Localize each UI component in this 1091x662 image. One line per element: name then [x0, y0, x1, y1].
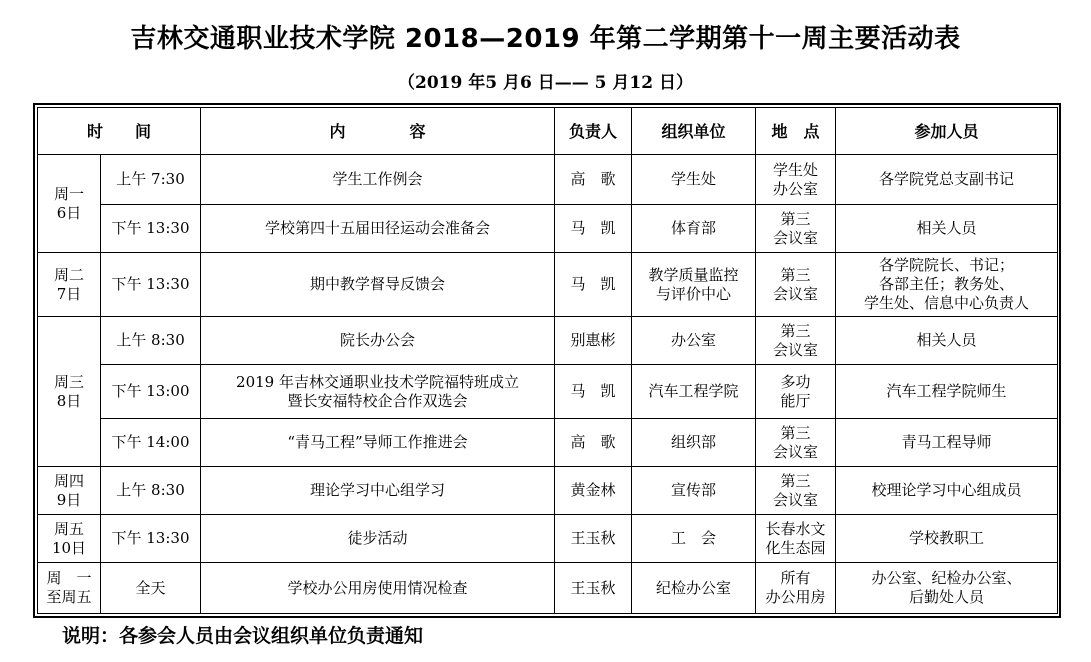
owner-cell: 黄金林: [555, 467, 632, 515]
time-cell: 下午 13:00: [101, 365, 201, 419]
owner-cell: 高 歌: [555, 155, 632, 205]
day-cell: 周二 7日: [38, 253, 101, 317]
header-participants: 参加人员: [836, 108, 1058, 155]
content-cell: 徒步活动: [201, 515, 555, 563]
owner-cell: 王玉秋: [555, 563, 632, 614]
table-row: [38, 155, 1058, 205]
page-title: 吉林交通职业技术学院 2018—2019 年第二学期第十一周主要活动表: [130, 24, 961, 54]
participants-cell: 校理论学习中心组成员: [836, 467, 1058, 515]
place-cell: 所有 办公用房: [756, 563, 836, 614]
place-cell: 第三 会议室: [756, 253, 836, 317]
activity-table: [37, 107, 1058, 614]
time-cell: 下午 13:30: [101, 515, 201, 563]
participants-cell: 汽车工程学院师生: [836, 365, 1058, 419]
org-cell: 纪检办公室: [632, 563, 756, 614]
owner-cell: 马 凯: [555, 365, 632, 419]
table-row: [38, 419, 1058, 467]
participants-cell: 各学院院长、书记； 各部主任；教务处、 学生处、信息中心负责人: [836, 253, 1058, 317]
table-row: [38, 515, 1058, 563]
org-cell: 体育部: [632, 205, 756, 253]
owner-cell: 别惠彬: [555, 317, 632, 365]
participants-cell: 相关人员: [836, 205, 1058, 253]
content-cell: 2019 年吉林交通职业技术学院福特班成立 暨长安福特校企合作双选会: [201, 365, 555, 419]
participants-cell: 各学院党总支副书记: [836, 155, 1058, 205]
participants-cell: 学校教职工: [836, 515, 1058, 563]
content-cell: “青马工程”导师工作推进会: [201, 419, 555, 467]
header-place: 地 点: [756, 108, 836, 155]
place-cell: 长春水文 化生态园: [756, 515, 836, 563]
table-row: [38, 365, 1058, 419]
place-cell: 多功 能厅: [756, 365, 836, 419]
day-cell: 周 一 至周五: [38, 563, 101, 614]
time-cell: 下午 13:30: [101, 205, 201, 253]
owner-cell: 高 歌: [555, 419, 632, 467]
content-cell: 学校办公用房使用情况检查: [201, 563, 555, 614]
time-cell: 下午 14:00: [101, 419, 201, 467]
org-cell: 宣传部: [632, 467, 756, 515]
place-cell: 学生处 办公室: [756, 155, 836, 205]
org-cell: 教学质量监控 与评价中心: [632, 253, 756, 317]
org-cell: 办公室: [632, 317, 756, 365]
table-row: [38, 317, 1058, 365]
content-cell: 院长办公会: [201, 317, 555, 365]
time-cell: 下午 13:30: [101, 253, 201, 317]
time-cell: 全天: [101, 563, 201, 614]
org-cell: 组织部: [632, 419, 756, 467]
participants-cell: 办公室、纪检办公室、 后勤处人员: [836, 563, 1058, 614]
header-time: 时 间: [38, 108, 201, 155]
header-owner: 负责人: [555, 108, 632, 155]
footnote: 说明：各参会人员由会议组织单位负责通知: [62, 625, 424, 647]
table-body: [38, 155, 1058, 614]
header-org: 组织单位: [632, 108, 756, 155]
org-cell: 汽车工程学院: [632, 365, 756, 419]
content-cell: 理论学习中心组学习: [201, 467, 555, 515]
table-row: [38, 253, 1058, 317]
content-cell: 期中教学督导反馈会: [201, 253, 555, 317]
content-cell: 学生工作例会: [201, 155, 555, 205]
participants-cell: 相关人员: [836, 317, 1058, 365]
place-cell: 第三 会议室: [756, 317, 836, 365]
day-cell: 周一 6日: [38, 155, 101, 253]
table-row: [38, 205, 1058, 253]
owner-cell: 王玉秋: [555, 515, 632, 563]
place-cell: 第三 会议室: [756, 467, 836, 515]
table-row: [38, 563, 1058, 614]
org-cell: 工 会: [632, 515, 756, 563]
day-cell: 周四 9日: [38, 467, 101, 515]
content-cell: 学校第四十五届田径运动会准备会: [201, 205, 555, 253]
date-range: （2019 年5 月6 日—— 5 月12 日）: [398, 73, 693, 93]
day-cell: 周五 10日: [38, 515, 101, 563]
owner-cell: 马 凯: [555, 205, 632, 253]
place-cell: 第三 会议室: [756, 419, 836, 467]
time-cell: 上午 7:30: [101, 155, 201, 205]
time-cell: 上午 8:30: [101, 317, 201, 365]
table-row: [38, 467, 1058, 515]
time-cell: 上午 8:30: [101, 467, 201, 515]
day-cell: 周三 8日: [38, 317, 101, 467]
owner-cell: 马 凯: [555, 253, 632, 317]
place-cell: 第三 会议室: [756, 205, 836, 253]
header-row: [38, 108, 1058, 155]
participants-cell: 青马工程导师: [836, 419, 1058, 467]
header-content: 内 容: [201, 108, 555, 155]
org-cell: 学生处: [632, 155, 756, 205]
